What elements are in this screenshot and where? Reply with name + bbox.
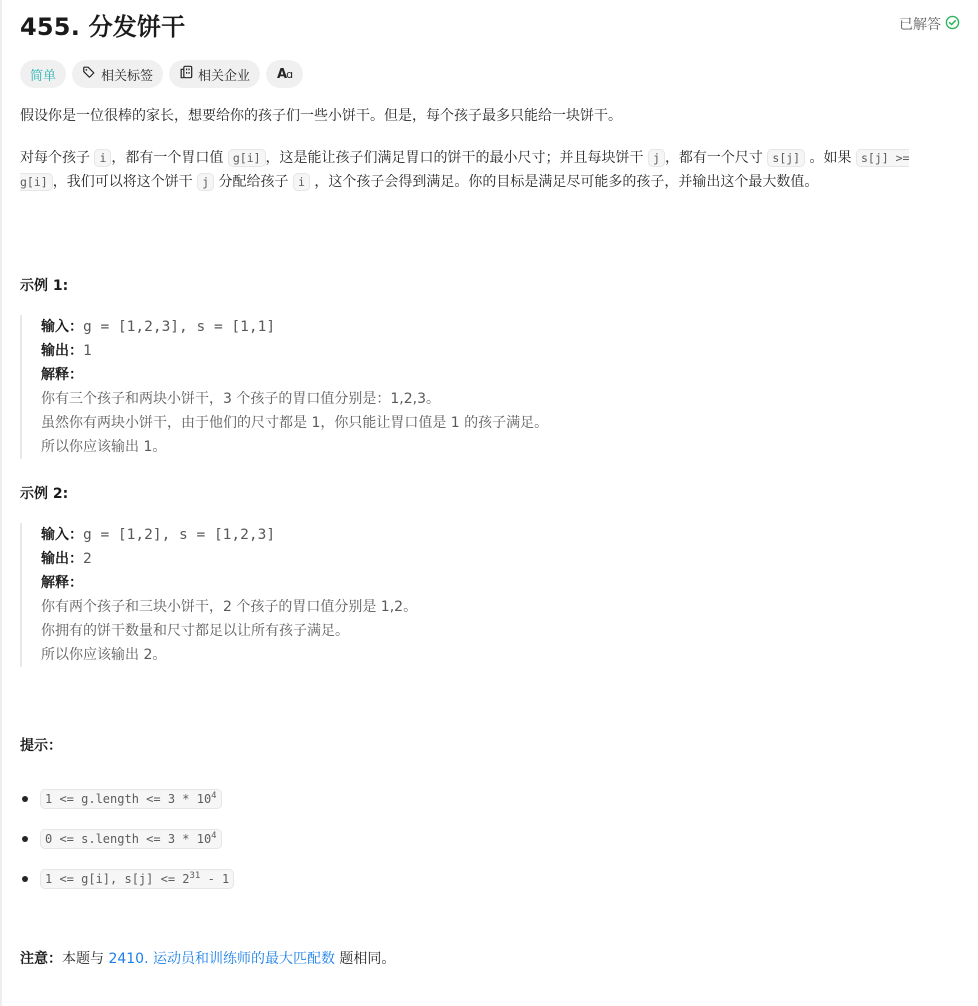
constraints-section (20, 735, 960, 899)
explain-line: 你有三个孩子和两块小饼干，3 个孩子的胃口值分别是：1,2,3。 (41, 391, 440, 407)
constraint-code (40, 869, 234, 889)
example-2-block (20, 523, 960, 667)
text: 0 <= s.length <= 3 * 10 (45, 832, 212, 846)
note (20, 948, 960, 968)
constraint-item (20, 859, 960, 899)
note-label: 注意： (20, 951, 62, 967)
description-paragraph-1: 假设你是一位很棒的家长，想要给你的孩子们一些小饼干。但是，每个孩子最多只能给一块饼干。 (20, 108, 622, 124)
example-2-heading: 示例 2: (20, 486, 69, 502)
text: - 1 (200, 872, 230, 886)
inline-code: j (197, 173, 214, 191)
output-label: 输出： (41, 551, 83, 567)
inline-code: j (648, 149, 665, 167)
text: 1 <= g[i], s[j] <= 2 (45, 872, 190, 886)
constraint-code (40, 789, 222, 809)
translate-button[interactable] (266, 60, 303, 88)
example-1-heading: 示例 1: (20, 278, 69, 294)
input-value: g = [1,2,3], s = [1,1] (83, 319, 276, 335)
output-label: 输出： (41, 343, 83, 359)
explain-line: 所以你应该输出 1。 (41, 439, 167, 455)
constraint-item (20, 779, 960, 819)
text: ，都有一个尺寸 (664, 150, 768, 166)
difficulty-label: 简单 (30, 68, 57, 84)
superscript: 4 (211, 831, 217, 841)
explain-line: 你有两个孩子和三块小饼干，2 个孩子的胃口值分别是 1,2。 (41, 599, 418, 615)
input-label: 输入： (41, 527, 83, 543)
text: 分配给孩子 (214, 174, 293, 190)
description-paragraph-2 (20, 146, 960, 194)
explain-label: 解释： (41, 367, 83, 383)
title-row (20, 0, 960, 48)
explain-line: 所以你应该输出 2。 (41, 647, 167, 663)
note-pre: 本题与 (62, 951, 109, 967)
superscript: 31 (189, 871, 201, 881)
inline-code: i (293, 173, 310, 191)
solved-status (899, 14, 960, 34)
explain-label: 解释： (41, 575, 83, 591)
panel-left-border (0, 0, 2, 1006)
difficulty-badge[interactable] (20, 60, 66, 88)
text: ，都有一个胃口值 (111, 150, 228, 166)
related-companies-label: 相关企业 (198, 68, 251, 84)
text: ，我们可以将这个饼干 (52, 174, 198, 190)
text: 对每个孩子 (20, 150, 95, 166)
output-value: 1 (83, 343, 92, 359)
constraint-code (40, 829, 222, 849)
check-circle-icon (945, 15, 960, 34)
example-2 (20, 483, 960, 667)
superscript: 4 (211, 791, 217, 801)
constraint-item (20, 819, 960, 859)
inline-code: i (94, 149, 111, 167)
related-tags-label: 相关标签 (101, 68, 154, 84)
text: 。如果 (805, 150, 856, 166)
constraints-heading: 提示： (20, 738, 62, 754)
tag-icon (82, 65, 96, 83)
explain-line: 虽然你有两块小饼干，由于他们的尺寸都是 1，你只能让胃口值是 1 的孩子满足。 (41, 415, 549, 431)
tag-row (20, 60, 960, 88)
problem-description-panel (20, 0, 960, 967)
text: ，这个孩子会得到满足。你的目标是满足尽可能多的孩子，并输出这个最大数值。 (309, 174, 819, 190)
inline-code: s[j] (767, 149, 805, 167)
related-companies-button[interactable] (169, 60, 260, 88)
related-tags-button[interactable] (72, 60, 163, 88)
inline-code: g[i] (228, 149, 266, 167)
input-value: g = [1,2], s = [1,2,3] (83, 527, 276, 543)
example-1 (20, 275, 960, 459)
translate-icon: Aɑ (277, 66, 293, 82)
explain-line: 你拥有的饼干数量和尺寸都足以让所有孩子满足。 (41, 623, 349, 639)
solved-label: 已解答 (899, 17, 941, 33)
company-icon (179, 65, 193, 83)
inline-code: s[j] >= g[i] (20, 151, 910, 189)
output-value: 2 (83, 551, 92, 567)
related-problem-link[interactable]: 2410. 运动员和训练师的最大匹配数 (108, 951, 335, 967)
input-label: 输入： (41, 319, 83, 335)
constraints-list (20, 779, 960, 899)
note-post: 题相同。 (334, 951, 396, 967)
problem-title[interactable]: 455. 分发饼干 (20, 12, 186, 41)
text: 1 <= g.length <= 3 * 10 (45, 792, 212, 806)
example-1-block (20, 315, 960, 459)
text: ，这是能让孩子们满足胃口的饼干的最小尺寸；并且每块饼干 (265, 150, 648, 166)
